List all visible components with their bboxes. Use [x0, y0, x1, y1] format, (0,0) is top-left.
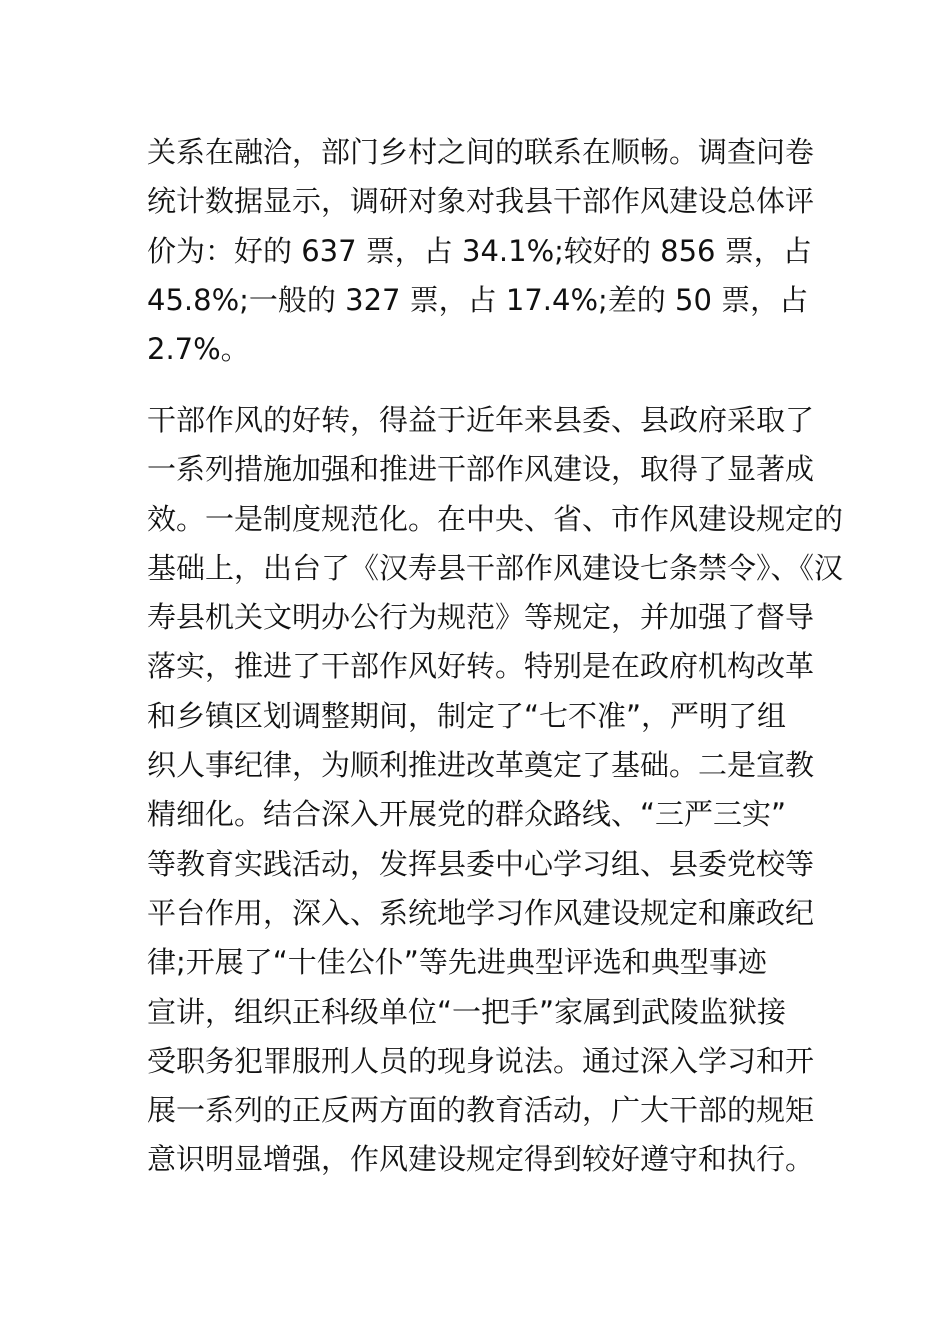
- paragraph-survey-results: [147, 128, 817, 374]
- paragraph-measures: [147, 396, 844, 1185]
- text-line: 展一系列的正反两方面的教育活动，广大干部的规矩: [147, 1093, 815, 1128]
- text-line: 基础上，出台了《汉寿县干部作风建设七条禁令》、《汉: [147, 550, 844, 585]
- text-line: 干部作风的好转，得益于近年来县委、县政府采取了: [147, 403, 815, 437]
- text-line: 一系列措施加强和推进干部作风建设，取得了显著成: [147, 452, 815, 487]
- text-line: 价为：好的 637 票，占 34.1%;较好的 856 票，占: [147, 233, 812, 268]
- text-line: 宣讲，组织正科级单位“一把手”家属到武陵监狱接: [147, 994, 787, 1029]
- text-line: 2.7%。: [147, 332, 250, 367]
- text-line: 和乡镇区划调整期间，制定了“七不准”，严明了组: [147, 698, 787, 733]
- text-line: 关系在融洽，部门乡村之间的联系在顺畅。调查问卷: [147, 135, 815, 169]
- text-line: 受职务犯罪服刑人员的现身说法。通过深入学习和开: [147, 1043, 815, 1078]
- text-line: 寿县机关文明办公行为规范》等规定，并加强了督导: [147, 600, 815, 635]
- text-line: 意识明显增强，作风建设规定得到较好遵守和执行。: [147, 1142, 815, 1177]
- text-line: 等教育实践活动，发挥县委中心学习组、县委党校等: [147, 846, 815, 881]
- text-line: 平台作用，深入、系统地学习作风建设规定和廉政纪: [147, 895, 815, 930]
- text-line: 45.8%;一般的 327 票，占 17.4%;差的 50 票，占: [147, 282, 809, 317]
- text-line: 效。一是制度规范化。在中央、省、市作风建设规定的: [147, 501, 844, 536]
- text-line: 律;开展了“十佳公仆”等先进典型评选和典型事迹: [147, 945, 767, 980]
- text-line: 统计数据显示，调研对象对我县干部作风建设总体评: [147, 184, 815, 219]
- text-line: 精细化。结合深入开展党的群众路线、“三严三实”: [147, 797, 787, 832]
- text-line: 落实，推进了干部作风好转。特别是在政府机构改革: [147, 649, 815, 684]
- text-line: 织人事纪律，为顺利推进改革奠定了基础。二是宣教: [147, 748, 815, 783]
